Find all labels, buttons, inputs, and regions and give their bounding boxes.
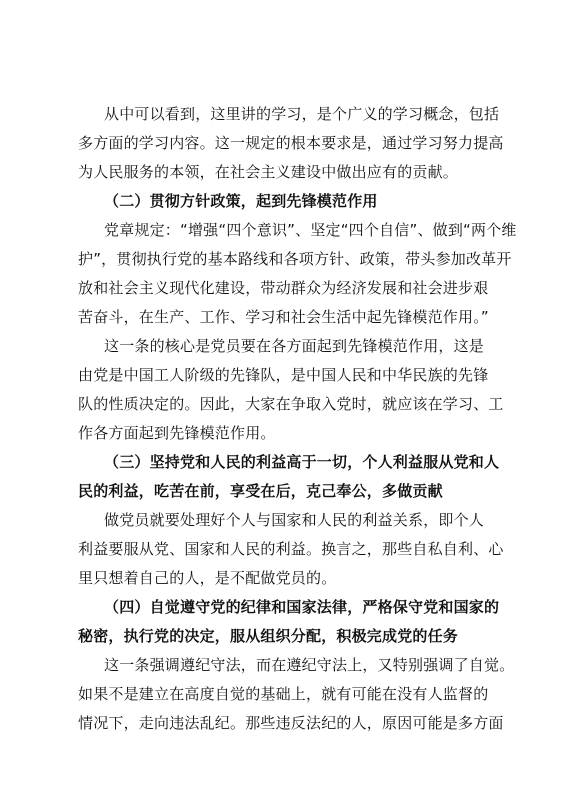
section-heading-line: （二）贯彻方针政策，起到先锋模范作用 <box>104 192 378 210</box>
paragraph-line: 做党员就要处理好个人与国家和人民的利益关系，即个人 <box>104 511 485 529</box>
paragraph-line: 由党是中国工人阶级的先锋队，是中国人民和中华民族的先锋 <box>78 366 489 384</box>
paragraph-line: 队的性质决定的。因此，大家在争取入党时，就应该在学习、工 <box>78 395 504 413</box>
document-body <box>78 100 517 738</box>
paragraph-line: 如果不是建立在高度自觉的基础上，就有可能在没有人监督的 <box>78 685 489 703</box>
section-heading-line: 秘密，执行党的决定，服从组织分配，积极完成党的任务 <box>78 627 459 645</box>
paragraph-line: 这一条强调遵纪守法，而在遵纪守法上，又特别强调了自觉。 <box>104 656 515 674</box>
paragraph-line: 里只想着自己的人，是不配做党员的。 <box>78 569 337 587</box>
paragraph-line: 为人民服务的本领，在社会主义建设中做出应有的贡献。 <box>78 163 459 181</box>
paragraph-line: 苦奋斗，在生产、工作、学习和社会生活中起先锋模范作用。” <box>78 308 489 326</box>
section-heading-line: （四）自觉遵守党的纪律和国家法律，严格保守党和国家的 <box>104 598 500 616</box>
paragraph-line: 利益要服从党、国家和人民的利益。换言之，那些自私自利、心 <box>78 540 504 558</box>
paragraph-line: 情况下，走向违法乱纪。那些违反法纪的人，原因可能是多方面 <box>78 714 504 732</box>
paragraph-line: 这一条的核心是党员要在各方面起到先锋模范作用，这是 <box>104 337 485 355</box>
paragraph-line: 多方面的学习内容。这一规定的根本要求是，通过学习努力提高 <box>78 134 504 152</box>
paragraph-line: 作各方面起到先锋模范作用。 <box>78 424 276 442</box>
paragraph-line: 从中可以看到，这里讲的学习，是个广义的学习概念，包括 <box>104 105 500 123</box>
section-heading-line: 民的利益，吃苦在前，享受在后，克己奉公，多做贡献 <box>78 482 443 500</box>
paragraph-line: 放和社会主义现代化建设，带动群众为经济发展和社会进步艰 <box>78 279 489 297</box>
section-heading-line: （三）坚持党和人民的利益高于一切，个人利益服从党和人 <box>104 453 500 471</box>
paragraph-line: 党章规定：“增强“四个意识”、坚定“四个自信”、做到“两个维 <box>104 221 517 239</box>
paragraph-line: 护”，贯彻执行党的基本路线和各项方针、政策，带头参加改革开 <box>78 250 512 268</box>
